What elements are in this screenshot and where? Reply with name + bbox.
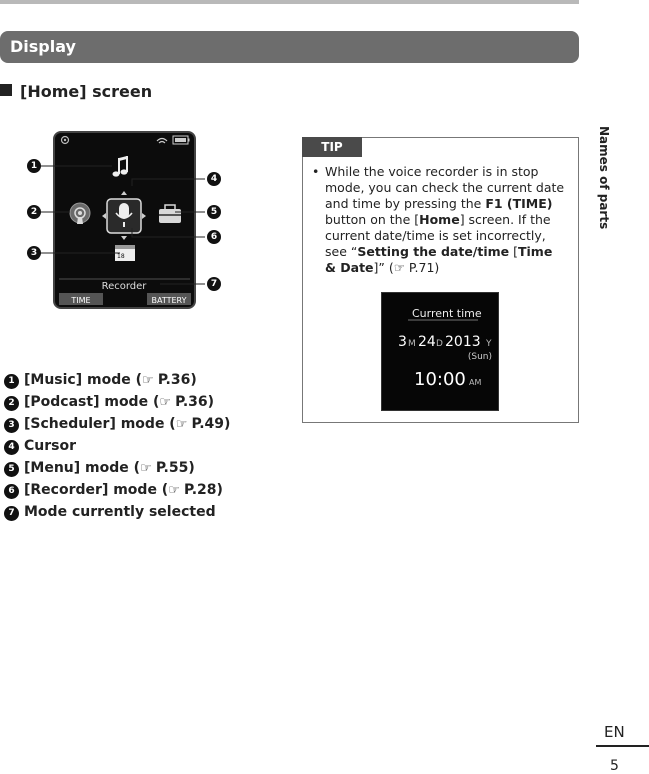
day-unit: D xyxy=(436,339,443,349)
current-time-title: Current time xyxy=(412,307,482,320)
svg-text:18: 18 xyxy=(117,253,125,260)
callout-1: 1 xyxy=(27,159,41,173)
page-reference-link[interactable]: P.71 xyxy=(408,260,435,275)
callout-4: 4 xyxy=(207,172,221,186)
square-bullet-icon xyxy=(0,84,12,96)
language-rule xyxy=(596,745,649,747)
callout-3: 3 xyxy=(27,246,41,260)
subheading-key: Home xyxy=(27,82,80,101)
reference-icon: ☞ xyxy=(393,260,409,275)
month-unit: M xyxy=(408,339,416,349)
callout-6: 6 xyxy=(207,230,221,244)
ampm-value: AM xyxy=(469,378,482,387)
side-tab: Names of parts xyxy=(597,126,611,230)
tip-bullet: • xyxy=(312,164,320,179)
reference-icon: ☞ xyxy=(168,483,185,498)
reference-icon: ☞ xyxy=(159,395,176,410)
page-number: 5 xyxy=(610,758,619,774)
top-rule xyxy=(0,0,579,4)
reference-icon: ☞ xyxy=(140,461,156,476)
weekday-value: (Sun) xyxy=(467,352,492,362)
callout-7: 7 xyxy=(207,277,221,291)
section-title: Display xyxy=(0,31,579,63)
softkey-battery-label: BATTERY xyxy=(151,296,187,305)
time-value: 10:00 xyxy=(414,369,466,390)
year-value: 2013 xyxy=(445,334,481,350)
page-reference-link[interactable]: P.28 xyxy=(184,482,217,498)
reference-icon: ☞ xyxy=(142,373,158,388)
day-value: 24 xyxy=(418,334,436,350)
language-label: EN xyxy=(604,723,625,741)
current-time-screen xyxy=(381,292,499,411)
callout-2: 2 xyxy=(27,205,41,219)
page-subheading: [Home] screen xyxy=(0,82,152,101)
tip-text: • While the voice recorder is in stop mode, you can check the current date and time by pressing the F1 (TIME) button on the [Home] screen. If the current date/time is set incorrectly, see “Setting the date/time [Time & Date]” (☞ P.71) xyxy=(312,164,565,275)
current-mode-label: Recorder xyxy=(101,281,147,292)
reference-icon: ☞ xyxy=(175,417,192,432)
page-reference-link[interactable]: P.49 xyxy=(191,416,225,432)
page-reference-link[interactable]: P.36 xyxy=(175,394,208,410)
softkey-time-label: TIME xyxy=(71,296,91,305)
callout-5: 5 xyxy=(207,205,221,219)
page-reference-link[interactable]: P.55 xyxy=(155,460,189,476)
tip-label: TIP xyxy=(302,137,362,157)
month-value: 3 xyxy=(398,334,407,350)
page-reference-link[interactable]: P.36 xyxy=(157,372,191,388)
year-unit: Y xyxy=(486,339,492,349)
